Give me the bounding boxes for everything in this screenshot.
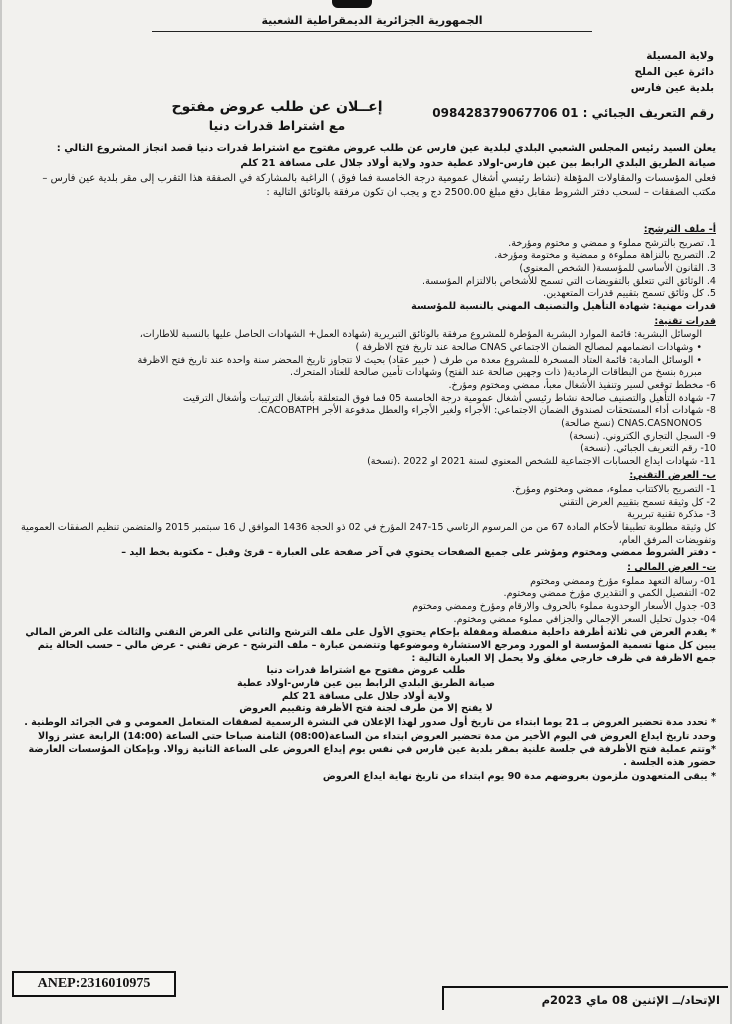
list-item: 2. التصريح بالنزاهة مملوءة و ممضية و مختومة ومؤرخة. xyxy=(494,250,716,262)
deposit-date: وحدد تاريخ ايداع العروض في اليوم الأخير من مدة تحضير العروض ابتداء من الساعة(08:00) الثامنة صباحا حتى الساعة (14:00) الرابعة عشر زوالا xyxy=(37,730,716,742)
preparation-period: * تحدد مدة تحضير العروض بـ 21 يوما ابتداء من تاريخ أول صدور لهذا الإعلان في النشرة الرسمية لصفقات المتعامل العمومي و في الجرائد الوطنية . xyxy=(24,716,716,728)
list-item: 01- رسالة التعهد مملوء مؤرخ وممضي ومختوم xyxy=(530,575,716,587)
list-item: • وشهادات انضمامهم لمصالح الضمان الاجتماعي CNAS صالحة عند تاريخ فتح الاظرفة ) xyxy=(355,341,702,353)
list-item: 5. كل وثائق تسمح بتقييم قدرات المتعهدين. xyxy=(543,288,716,300)
intro-paragraph-3: فعلى المؤسسات والمقاولات المؤهلة (نشاط رئيسي أشغال عمومية درجة الخامسة فما فوق ) الراغبة بالمشاركة في الصفقة هذا التقرب إلى مقر بلدية عين فارس – مكتب الصفقات – لسحب دفتر الشروط مقابل دفع مبلغ 2500.00 دج و يجب ان تكون مرفقة بالوثائق التالية : xyxy=(42,173,716,198)
intro-paragraph-1: يعلن السيد رئيس المجلس الشعبي البلدي لبلدية عين فارس عن طلب عروض مفتوح مع اشتراط قدرات دنيا قصد انجاز المشروع التالي : xyxy=(56,143,716,154)
validity-period: * يبقى المتعهدون ملزمون بعروضهم مدة 90 يوم ابتداء من تاريخ نهاية ايداع العروض xyxy=(322,770,716,782)
list-item: 02- التفصيل الكمي و التقديري مؤرخ ممضي ومختوم. xyxy=(503,588,716,600)
document-page xyxy=(2,0,730,1024)
anep-reference: ANEP:2316010975 xyxy=(12,971,176,997)
technical-capacity-list xyxy=(16,329,716,468)
list-item: CNAS.CASNONOS (نسخ صالحة) xyxy=(561,417,702,429)
list-item: - دفتر الشروط ممضي ومختوم ومؤشر على جميع الصفحات يحتوي في آخر صفحة على العبارة – قرئ وقبل – مكتوبة بخط اليد – xyxy=(121,547,716,559)
tax-id: رقم التعريف الجبائي : 01 098428379067706 xyxy=(432,106,714,120)
intro-block xyxy=(16,142,716,201)
list-item: 7- شهادة التأهيل والتصنيف صالحة نشاط رئيسي أشغال عمومية درجة الخامسة 05 فما فوق المتعلقة بأشغال الترتيبات وأشغال الترقيت xyxy=(182,392,716,404)
title-line-1: إعــلان عن طلب عروض مفتوح xyxy=(171,99,383,115)
technical-offer-heading: ب- العرض التقني: xyxy=(629,470,716,482)
list-item: مبررة بنسخ من البطاقات الرمادية( ذات وجهين صالحة عند الفتح) وشهادات تأمين صالحة للعتاد المتحرك. xyxy=(290,367,702,379)
announcement-title xyxy=(152,97,402,135)
financial-offer-heading: ت- العرض المالي : xyxy=(627,562,716,574)
list-item: 04- جدول تحليل السعر الإجمالي والجزافي مملوء ممضي ومختوم. xyxy=(453,613,716,625)
envelope-line-2: صيانة الطريق البلدي الرابط بين عين فارس-اولاد عطية xyxy=(237,677,495,689)
admin-block xyxy=(574,48,714,96)
list-item: 11- شهادات ايداع الحسابات الاجتماعية للشخص المعنوي لسنة 2021 او 2022 .(نسخة) xyxy=(367,455,716,467)
announcement-body xyxy=(16,222,716,783)
technical-offer-list xyxy=(16,484,716,560)
list-item: 03- جدول الأسعار الوحدوية مملوء بالحروف والارقام ومؤرخ وممضي ومختوم xyxy=(412,601,716,613)
technical-capacity-heading: قدرات تقنية: xyxy=(654,315,716,327)
list-item: • الوسائل المادية: قائمة العتاد المسخرة للمشروع معدة من طرف ( خبير عقاد) بحيث لا تتجاوز تاريخ المحضر سنة واحدة عند تاريخ فتح الاظرفة xyxy=(137,354,702,366)
list-item: 3. القانون الأساسي للمؤسسة( الشخص المعنوي) xyxy=(519,262,716,274)
candidature-heading: أ- ملف الترشح: xyxy=(643,224,716,235)
project-title: صيانة الطريق البلدي الرابط بين عين فارس-اولاد عطية حدود ولاية أولاد جلال على مسافة 21 كلم xyxy=(240,158,716,170)
list-item: الوسائل البشرية: قائمة الموارد البشرية المؤطرة للمشروع مرفقة بالوثائق التبريرية (شهادة العمل+ الشهادات الحاصل عليها بالنسبة للاطارات، xyxy=(139,329,702,341)
list-item: 6- مخطط توقعي لسير وتنفيذ الأشغال معبأ، ممضي ومختوم ومؤرخ. xyxy=(448,379,716,391)
professional-capacity: قدرات مهنية: شهادة التأهيل والتصنيف المهني بالنسبة للمؤسسة xyxy=(411,300,716,312)
opening-session: *وتتم عملية فتح الأظرفة في جلسة علنية بمقر بلدية عين فارس في نفس يوم إيداع العروض على الساعة الثانية زوالا. وبإمكان المؤسسات العارضة حضور هذه الجلسة . xyxy=(28,744,716,768)
page-top-mark xyxy=(332,0,372,8)
list-item: كل وثيقة مطلوبة تطبيقا لأحكام المادة 67 من من المرسوم الرئاسي 15-247 المؤرخ في 02 ذو الحجة 1436 الموافق ل 16 سبتمبر 2015 والمتضمن تنظيم الصفقات العمومية وتفويضات المرفق العام، xyxy=(20,522,716,546)
submission-paragraph: * يقدم العرض في ثلاثة أظرفة داخلية منفصلة ومقفلة بإحكام يحتوي الأول على ملف الترشح والثاني على العرض التقني والثالث على العرض المالي يبين كل منها تسمية المؤسسة او المورد ومرجع الاستشارة وموضوعها وتتضمن عبارة – ملف الترشح - عرض تقني - عرض مالي – حسب الحالة يتم جمع الاظرفة في ظرف خارجي مغلق ولا يحمل إلا العبارة التالية : xyxy=(25,627,716,664)
list-item: 9- السجل التجاري الكتروني. (نسخة) xyxy=(569,430,716,442)
candidature-list xyxy=(16,238,716,301)
financial-offer-list xyxy=(16,576,716,627)
envelope-line-1: طلب عروض مفتوح مع اشتراط قدرات دنيا xyxy=(266,665,466,677)
newspaper-footer: الإتحاد/ــ الإثنين 08 ماي 2023م xyxy=(442,986,728,1010)
list-item: 2- كل وثيقة تسمح بتقييم العرض التقني xyxy=(559,496,716,508)
wilaya-line: ولاية المسيلة xyxy=(646,50,714,62)
envelope-line-3: ولاية أولاد جلال على مسافة 21 كلم xyxy=(281,690,451,702)
title-line-2: مع اشتراط قدرات دنيا xyxy=(208,118,346,134)
list-item: 1- التصريح بالاكتتاب مملوء، ممضي ومختوم ومؤرخ. xyxy=(512,484,716,496)
envelope-line-4: لا يفتح إلا من طرف لجنة فتح الأظرفة وتقييم العروض xyxy=(239,703,493,715)
list-item: 10- رقم التعريف الجبائي. (نسخة) xyxy=(580,443,716,455)
commune-line: بلدية عين فارس xyxy=(630,82,714,95)
list-item: 4. الوثائق التي تتعلق بالتفويضات التي تسمح للأشخاص بالالتزام المؤسسة. xyxy=(422,275,716,287)
list-item: 3- مذكرة تقنية تبريرية xyxy=(627,509,716,521)
list-item: 1. تصريح بالترشح مملوء و ممضي و مختوم ومؤرخة. xyxy=(508,237,716,249)
list-item: 8- شهادات أداء المستحقات لصندوق الضمان الاجتماعي: الأجراء ولغير الأجراء والعطل مدفوعة الأجر CACOBATPH. xyxy=(257,405,716,417)
daira-line: دائرة عين الملح xyxy=(634,66,714,79)
republic-heading: الجمهورية الجزائرية الديمقراطية الشعبية xyxy=(152,14,592,32)
